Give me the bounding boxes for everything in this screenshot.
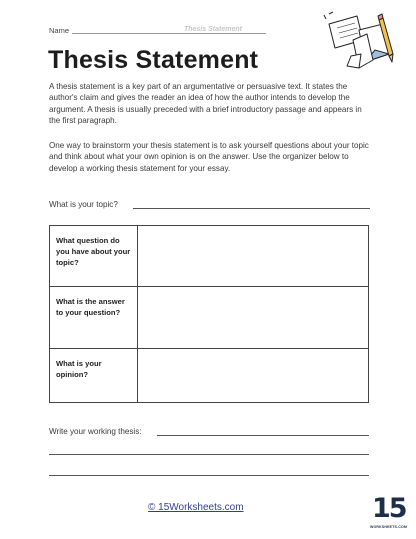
organizer-row [50, 287, 368, 349]
organizer-question: What is the answer to your question? [50, 287, 138, 348]
worksheets-logo [370, 493, 408, 532]
thesis-label: Write your working thesis: [49, 427, 142, 436]
logo-number: 15 [372, 493, 406, 524]
logo-text: WORKSHEETS.COM [370, 525, 408, 529]
intro-paragraph-1: A thesis statement is a key part of an argumentative or persuasive text. It states the author's claim and gives the reader an idea of how the author intends to develop the argument. A thesis is usually preceded with a brief introductory passage and appears in the first paragraph. [49, 82, 362, 126]
thesis-write-line[interactable] [49, 475, 369, 476]
thesis-write-line[interactable] [49, 454, 369, 455]
intro-paragraph-2: One way to brainstorm your thesis statement is to ask yourself questions about your topic and think about what your own opinion is on the answer. Use the organizer below to develop a working thesis statement for your essay. [49, 141, 369, 173]
organizer-row [50, 226, 368, 287]
topic-row [49, 199, 329, 211]
organizer-answer-cell[interactable] [138, 287, 368, 348]
organizer-table [49, 225, 369, 403]
organizer-question: What is your opinion? [50, 349, 138, 403]
thesis-row [49, 427, 369, 439]
thesis-answer-line[interactable] [157, 435, 369, 436]
topic-answer-line[interactable] [133, 208, 370, 209]
organizer-answer-cell[interactable] [138, 349, 368, 403]
page-title: Thesis Statement [48, 46, 259, 74]
header-row [49, 26, 269, 40]
name-line[interactable] [72, 33, 266, 34]
name-label: Name [49, 26, 70, 35]
topic-label: What is your topic? [49, 200, 118, 209]
paper-pencil-icon [323, 10, 401, 76]
organizer-question: What question do you have about your topic? [50, 226, 138, 286]
footer-copyright-link[interactable]: © 15Worksheets.com [148, 502, 244, 513]
organizer-answer-cell[interactable] [138, 226, 368, 286]
header-worksheet-title: Thesis Statement [184, 26, 242, 33]
organizer-row [50, 349, 368, 403]
